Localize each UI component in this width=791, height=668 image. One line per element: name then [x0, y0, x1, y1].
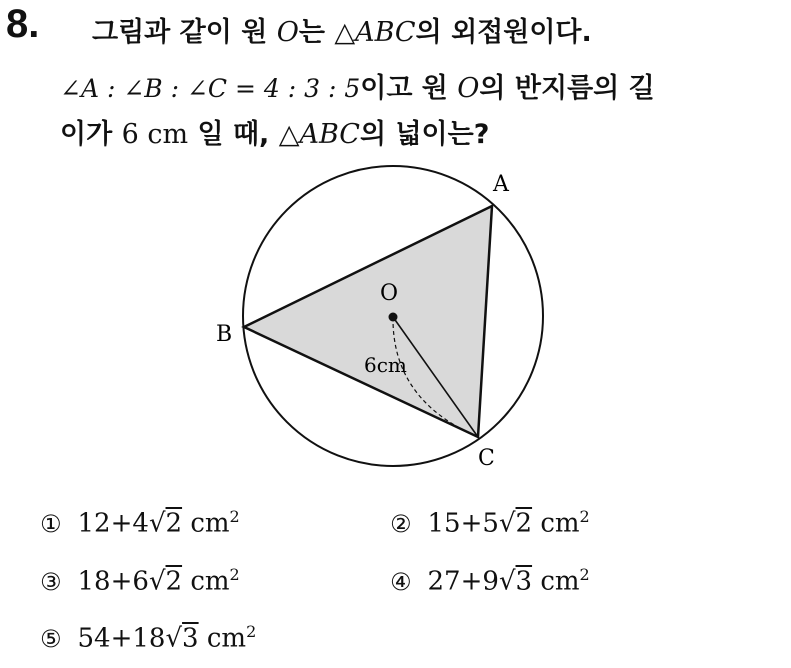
choice-exponent: 2	[579, 507, 590, 526]
question-text: 그림과 같이 원	[92, 17, 277, 48]
sqrt-sign: √	[498, 508, 516, 539]
radius-length-math: 6 cm	[121, 119, 189, 150]
question-text: 이가	[60, 119, 122, 150]
choice-exponent: 2	[229, 507, 240, 526]
choice-unit: cm	[190, 566, 230, 597]
choice-unit: cm	[540, 508, 580, 539]
choice-radicand: 2	[165, 566, 183, 597]
sqrt-sign: √	[165, 623, 183, 654]
question-text: 의 넓이는?	[359, 119, 490, 150]
choice-unit: cm	[190, 508, 230, 539]
radius-label: 6cm	[364, 353, 407, 377]
question-text: 의 외접원이다.	[415, 17, 592, 48]
angle-ratio-math: ∠A : ∠B : ∠C = 4 : 3 : 5	[60, 74, 361, 103]
choice-number: ⑤	[40, 624, 62, 653]
triangle-math: △ABC	[334, 17, 416, 48]
choice-2[interactable]	[390, 507, 590, 539]
choice-3[interactable]	[40, 565, 240, 597]
question-number: 8.	[6, 2, 40, 46]
circle-label-math: O	[276, 17, 299, 48]
choice-unit: cm	[540, 566, 580, 597]
sqrt-sign: √	[148, 508, 166, 539]
question-text: 이고 원	[360, 73, 458, 104]
choice-expr: 54+18	[77, 623, 166, 654]
choice-expr: 27+9	[427, 566, 499, 597]
question-text: 일 때,	[188, 119, 279, 150]
sqrt-sign: √	[498, 566, 516, 597]
triangle-math: △ABC	[278, 119, 360, 150]
question-text: 의 반지름의 길	[479, 73, 655, 104]
vertex-label-a: A	[493, 172, 509, 197]
vertex-label-b: B	[216, 322, 233, 347]
choice-expr: 15+5	[427, 508, 499, 539]
choice-radicand: 2	[165, 508, 183, 539]
choice-exponent: 2	[246, 622, 257, 641]
vertex-label-c: C	[478, 446, 495, 471]
choice-1[interactable]	[40, 507, 240, 539]
circle-label-math: O	[457, 73, 480, 104]
choice-expr: 18+6	[77, 566, 149, 597]
sqrt-sign: √	[148, 566, 166, 597]
choice-exponent: 2	[579, 565, 590, 584]
choice-unit: cm	[206, 623, 247, 654]
choice-radicand: 3	[515, 566, 533, 597]
center-label-o: O	[380, 281, 399, 306]
choice-number: ③	[40, 567, 62, 596]
choice-radicand: 3	[182, 623, 199, 654]
question-text: 는	[298, 17, 335, 48]
choice-number: ①	[40, 509, 62, 538]
choice-4[interactable]	[390, 565, 590, 597]
triangle-abc	[244, 206, 492, 437]
center-point	[389, 313, 398, 322]
choice-exponent: 2	[229, 565, 240, 584]
choice-5[interactable]	[40, 622, 256, 654]
choice-number: ④	[390, 567, 412, 596]
choice-number: ②	[390, 509, 412, 538]
choice-expr: 12+4	[77, 508, 149, 539]
choice-radicand: 2	[515, 508, 533, 539]
